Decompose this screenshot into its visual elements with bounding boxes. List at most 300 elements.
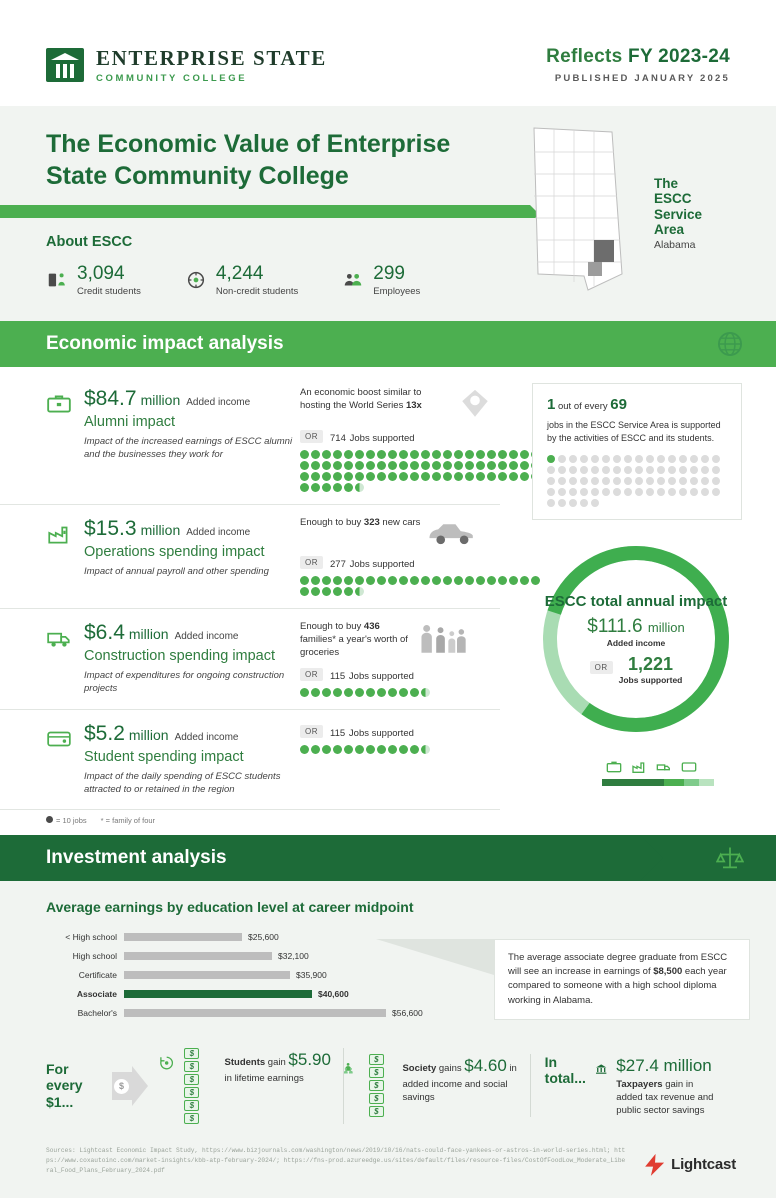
student-return-icon (158, 1048, 175, 1078)
job-dot (410, 745, 419, 754)
ratio-dot (569, 477, 577, 485)
ratio-dot (624, 488, 632, 496)
ratio-dot (591, 477, 599, 485)
ratio-dot (679, 466, 687, 474)
impact-footnotes (0, 810, 776, 835)
or-badge: OR (300, 725, 323, 738)
job-dot (333, 745, 342, 754)
one-in-dot-grid (547, 455, 727, 507)
bar-row (46, 1005, 476, 1021)
impact-title: Alumni impact (84, 414, 176, 430)
ratio-dot (690, 466, 698, 474)
students-amount: $5.90 (288, 1049, 331, 1069)
students-verb: gain (265, 1056, 289, 1068)
comparison-post: families* a year's worth of groceries (300, 633, 408, 658)
job-dot (300, 745, 309, 754)
bank-icon (595, 1054, 607, 1084)
map-label-text: The ESCC Service Area (654, 176, 703, 238)
job-dot (476, 576, 485, 585)
job-dot (388, 745, 397, 754)
ratio-dot (580, 477, 588, 485)
job-dot (366, 576, 375, 585)
job-dot (410, 688, 419, 697)
added-income-label: Added income (186, 397, 251, 408)
amount-value: $84.7 (84, 387, 137, 410)
job-dot (366, 450, 375, 459)
added-income-label: Added income (186, 527, 251, 538)
jobs-value: 714 (330, 433, 346, 444)
bar-category: Bachelor's (77, 1007, 117, 1018)
donut-title: ESCC total annual impact (544, 592, 728, 610)
job-dot (509, 576, 518, 585)
ratio-dot (558, 499, 566, 507)
amount-unit: million (128, 626, 169, 642)
earnings-callout (494, 939, 750, 1020)
one-in-denom: 69 (610, 396, 627, 413)
money-icons: $ $ $ $ $ (369, 1054, 394, 1117)
ratio-dot (635, 455, 643, 463)
job-dot (344, 576, 353, 585)
about-block (46, 234, 420, 297)
ratio-dot (657, 488, 665, 496)
job-dot (344, 688, 353, 697)
one-in-num: 1 (547, 396, 556, 413)
ratio-dot (690, 477, 698, 485)
ratio-dot (646, 477, 654, 485)
job-dot (476, 450, 485, 459)
bar-row-highlight (46, 986, 476, 1002)
job-dot (399, 450, 408, 459)
job-dot (487, 450, 496, 459)
jobs-label: Jobs supported (348, 728, 414, 740)
job-dot (520, 450, 529, 459)
impact-title: Operations spending impact (84, 544, 265, 560)
callout-bold: $8,500 (653, 966, 683, 978)
ratio-dot (624, 466, 632, 474)
donut-amount: $111.6 (587, 616, 643, 638)
jobs-label: Jobs supported (349, 559, 415, 570)
job-dot (355, 472, 364, 481)
ratio-dot (646, 488, 654, 496)
ratio-dot (712, 466, 720, 474)
job-dot (509, 461, 518, 470)
employees-icon (342, 269, 364, 291)
impact-comparison (300, 387, 452, 413)
bar-value: $25,600 (248, 931, 279, 942)
job-dot (377, 461, 386, 470)
job-dot (322, 745, 331, 754)
taxpayers-tail: gain in added tax revenue and public sector savings (616, 1078, 714, 1117)
job-dot (322, 472, 331, 481)
callout-post: each year compared to someone with a high school diploma working in Alabama. (508, 966, 727, 1006)
ratio-dot (624, 455, 632, 463)
escc-logo (46, 46, 327, 84)
ratio-dot (547, 455, 555, 463)
job-dot (454, 576, 463, 585)
job-dot (388, 688, 397, 697)
callout-pre: The average associate degree graduate from ESCC will see an increase in earnings of (508, 951, 728, 978)
job-dot (432, 461, 441, 470)
ratio-dot (657, 466, 665, 474)
job-dot (399, 576, 408, 585)
job-dot (311, 450, 320, 459)
stat-noncredit-students (185, 264, 298, 297)
jobs-label: Jobs supported (349, 433, 415, 444)
truck-icon (655, 759, 673, 775)
job-dot (520, 576, 529, 585)
bar-category: Associate (76, 988, 117, 999)
ratio-dot (635, 466, 643, 474)
footnote-star: * = family of four (100, 815, 156, 825)
impact-title: Student spending impact (84, 749, 244, 766)
added-income-label: Added income (174, 631, 239, 642)
footnote-dot: = 10 jobs (46, 816, 87, 825)
job-dot (399, 461, 408, 470)
job-dot (487, 472, 496, 481)
job-dot (377, 688, 386, 697)
job-dot (322, 450, 331, 459)
job-dot (355, 745, 364, 754)
society-amount: $4.60 (464, 1056, 507, 1076)
truck-icon (46, 625, 72, 651)
donut-or-badge: OR (590, 661, 613, 674)
jobs-value: 115 (330, 728, 346, 740)
ratio-dot (569, 455, 577, 463)
taxpayers-amount: $27.4 million (616, 1056, 712, 1076)
job-dot (333, 483, 342, 492)
job-dot (421, 461, 430, 470)
job-dot (465, 450, 474, 459)
ratio-dot (569, 499, 577, 507)
job-dot-partial (355, 483, 364, 492)
job-dot (311, 688, 320, 697)
ratio-dot (657, 455, 665, 463)
job-dot (454, 450, 463, 459)
donut-legend-bar (602, 779, 714, 786)
amount-unit: million (140, 392, 181, 408)
ratio-dot (613, 477, 621, 485)
taxpayers-return-text (616, 1054, 720, 1118)
ratio-dot (668, 488, 676, 496)
ratio-dot (668, 477, 676, 485)
ratio-dot (547, 488, 555, 496)
job-dot (421, 450, 430, 459)
comparison-bold: 13x (405, 399, 422, 411)
service-area-map (526, 124, 736, 304)
ratio-dot (668, 455, 676, 463)
taxpayers-return-cell (531, 1054, 730, 1118)
ratio-dot (547, 477, 555, 485)
job-dot (344, 587, 353, 596)
job-dot (366, 745, 375, 754)
factory-icon (46, 521, 72, 547)
job-dot (322, 587, 331, 596)
comparison-text: Enough to buy (300, 517, 364, 528)
job-dot (377, 745, 386, 754)
job-dot (454, 472, 463, 481)
bar-value: $40,600 (318, 988, 349, 999)
impact-comparison (300, 621, 412, 659)
title-band (0, 106, 776, 321)
page-title: The Economic Value of Enterprise State Community College (46, 130, 451, 190)
job-dot (311, 483, 320, 492)
job-dot (498, 450, 507, 459)
job-dot (443, 576, 452, 585)
impact-desc: Impact of the increased earnings of ESCC alumni and the businesses they work for (84, 435, 293, 460)
job-dot (487, 576, 496, 585)
job-dot (311, 461, 320, 470)
job-dot (498, 461, 507, 470)
job-dot (344, 483, 353, 492)
scales-icon (716, 844, 744, 872)
job-dot (355, 450, 364, 459)
job-dot (300, 587, 309, 596)
society-tail: in added income and social savings (402, 1063, 517, 1104)
ratio-dot (712, 488, 720, 496)
investment-section-title: Investment analysis (46, 846, 227, 868)
job-dot (432, 450, 441, 459)
ratio-dot (701, 455, 709, 463)
job-dot (377, 450, 386, 459)
callout-tail (376, 939, 494, 975)
job-dot (300, 688, 309, 697)
comparison-post: new cars (379, 517, 421, 528)
job-dot (333, 461, 342, 470)
ratio-dot (679, 455, 687, 463)
ratio-dot (569, 466, 577, 474)
job-dot (333, 587, 342, 596)
lightcast-wordmark: Lightcast (671, 1156, 736, 1174)
impact-desc: Impact of annual payroll and other spending (84, 565, 269, 577)
job-dot (344, 472, 353, 481)
bar-value: $56,600 (392, 1007, 423, 1018)
jobs-dot-grid (300, 576, 545, 596)
comparison-text: An economic boost similar to hosting the World Series (300, 387, 422, 411)
job-dot (410, 450, 419, 459)
comparison-text: Enough to buy (300, 621, 364, 632)
ratio-dot (558, 455, 566, 463)
job-dot (344, 450, 353, 459)
job-dot (311, 576, 320, 585)
job-dot (300, 450, 309, 459)
or-badge: OR (300, 668, 323, 681)
ratio-dot (701, 466, 709, 474)
ratio-dot (580, 488, 588, 496)
amount-value: $15.3 (84, 517, 137, 540)
reflects-year: FY 2023-24 (628, 46, 730, 67)
job-dot (355, 461, 364, 470)
alabama-map-icon (526, 124, 646, 299)
job-dot (476, 472, 485, 481)
ratio-dot (635, 477, 643, 485)
return-on-investment-row (0, 1034, 776, 1136)
logo-line-2: COMMUNITY COLLEGE (96, 73, 248, 84)
jobs-dot-grid (300, 450, 545, 492)
impact-desc: Impact of expenditures for ongoing construction projects (84, 669, 285, 694)
ratio-dot (701, 488, 709, 496)
one-in-mid: out of every (557, 401, 608, 412)
job-dot (509, 472, 518, 481)
job-dot (465, 461, 474, 470)
stat-label: Non-credit students (215, 285, 299, 297)
wallet-icon (680, 759, 698, 775)
amount-unit: million (140, 522, 181, 538)
donut-unit: million (647, 620, 685, 636)
job-dot (388, 576, 397, 585)
factory-icon (630, 759, 648, 775)
ratio-dot (712, 455, 720, 463)
job-dot-partial (421, 745, 430, 754)
donut-jobs: 1,221 (627, 654, 674, 675)
ratio-dot (646, 455, 654, 463)
briefcase-icon (605, 759, 623, 775)
job-dot (311, 745, 320, 754)
logo-line-1: ENTERPRISE STATE (96, 46, 327, 70)
title-rule (0, 205, 530, 218)
published-date: PUBLISHED JANUARY 2025 (554, 73, 730, 84)
for-every-label: For every $1... (46, 1060, 83, 1111)
comparison-bold: 436 (363, 621, 380, 632)
noncredit-icon (185, 269, 207, 291)
jobs-value: 277 (330, 559, 346, 570)
job-dot-partial (355, 587, 364, 596)
amount-value: $5.2 (84, 722, 125, 746)
investment-body (0, 881, 776, 1034)
stat-label: Credit students (77, 285, 141, 297)
ratio-dot (602, 477, 610, 485)
job-dot (498, 576, 507, 585)
ratio-dot (569, 488, 577, 496)
job-dot (311, 472, 320, 481)
impact-title: Construction spending impact (84, 648, 276, 664)
arrow-icon: $ (112, 1066, 148, 1106)
ratio-dot (602, 466, 610, 474)
taxpayers-label: Taxpayers (616, 1078, 663, 1090)
or-badge: OR (300, 430, 323, 443)
ratio-dot (712, 477, 720, 485)
job-dot (498, 472, 507, 481)
ratio-dot (635, 488, 643, 496)
about-heading: About ESCC (46, 234, 133, 250)
stat-value: 4,244 (215, 263, 264, 284)
job-dot (410, 576, 419, 585)
ratio-dot (613, 466, 621, 474)
job-dot (333, 688, 342, 697)
bar-category: Certificate (78, 969, 117, 980)
ratio-dot (591, 466, 599, 474)
impact-desc: Impact of the daily spending of ESCC students attracted to or retained in the region (84, 771, 281, 796)
briefcase-icon (46, 391, 72, 417)
ratio-dot (580, 499, 588, 507)
car-icon (426, 517, 478, 547)
lightcast-bolt-icon (645, 1154, 664, 1176)
page-header (0, 0, 776, 106)
job-dot (487, 461, 496, 470)
or-badge: OR (300, 556, 323, 569)
one-in-panel (532, 383, 742, 520)
ratio-dot (657, 477, 665, 485)
society-return-text (402, 1054, 519, 1104)
economic-section-title: Economic impact analysis (46, 333, 284, 354)
job-dot (410, 472, 419, 481)
job-dot (344, 461, 353, 470)
job-dot (465, 576, 474, 585)
ratio-dot (591, 455, 599, 463)
job-dot (432, 576, 441, 585)
jobs-dot-grid (300, 688, 545, 697)
ratio-dot (580, 466, 588, 474)
job-dot (410, 461, 419, 470)
students-return-cell (158, 1048, 344, 1124)
map-sub-label: Alabama (654, 238, 696, 251)
society-label: Society (402, 1063, 437, 1075)
job-dot (377, 472, 386, 481)
job-dot (366, 688, 375, 697)
ratio-dot (602, 455, 610, 463)
job-dot (300, 472, 309, 481)
bar-category: High school (72, 950, 117, 961)
job-dot (377, 576, 386, 585)
ratio-dot (668, 466, 676, 474)
jobs-dot-grid (300, 745, 545, 754)
job-dot (300, 483, 309, 492)
donut-legend-icons (605, 759, 698, 775)
job-dot (322, 576, 331, 585)
impact-row-construction (0, 609, 500, 710)
job-dot (520, 472, 529, 481)
job-dot (388, 450, 397, 459)
job-dot (443, 461, 452, 470)
ratio-dot (679, 477, 687, 485)
one-in-text: jobs in the ESCC Service Area is supported by the activities of ESCC and its students. (547, 420, 721, 444)
page-footer (0, 1136, 776, 1198)
jobs-label: Jobs supported (348, 671, 414, 683)
amount-unit: million (128, 727, 169, 744)
economic-section-bar (0, 321, 776, 367)
stat-credit-students (46, 264, 141, 297)
investment-section-bar (0, 835, 776, 881)
ratio-dot (613, 455, 621, 463)
ratio-dot (602, 488, 610, 496)
job-dot (432, 472, 441, 481)
comparison-bold: 323 (363, 517, 380, 528)
impact-row-operations (0, 505, 500, 609)
students-tail: in lifetime earnings (224, 1072, 304, 1084)
job-dot (366, 461, 375, 470)
wallet-icon (46, 726, 72, 752)
stat-value: 299 (373, 263, 405, 284)
lightcast-logo (645, 1154, 736, 1176)
students-return-text (225, 1048, 334, 1085)
job-dot (421, 576, 430, 585)
society-verb: gains (436, 1063, 465, 1075)
ratio-dot (679, 488, 687, 496)
ratio-dot (690, 455, 698, 463)
students-icon (46, 269, 68, 291)
impact-comparison (300, 517, 420, 530)
ratio-dot (558, 488, 566, 496)
job-dot (454, 461, 463, 470)
job-dot-partial (421, 688, 430, 697)
ratio-dot (580, 455, 588, 463)
job-dot (322, 483, 331, 492)
donut-added-income: Added income (606, 638, 666, 649)
job-dot (333, 472, 342, 481)
college-building-icon (46, 48, 84, 82)
job-dot (311, 587, 320, 596)
job-dot (388, 461, 397, 470)
job-dot (322, 461, 331, 470)
